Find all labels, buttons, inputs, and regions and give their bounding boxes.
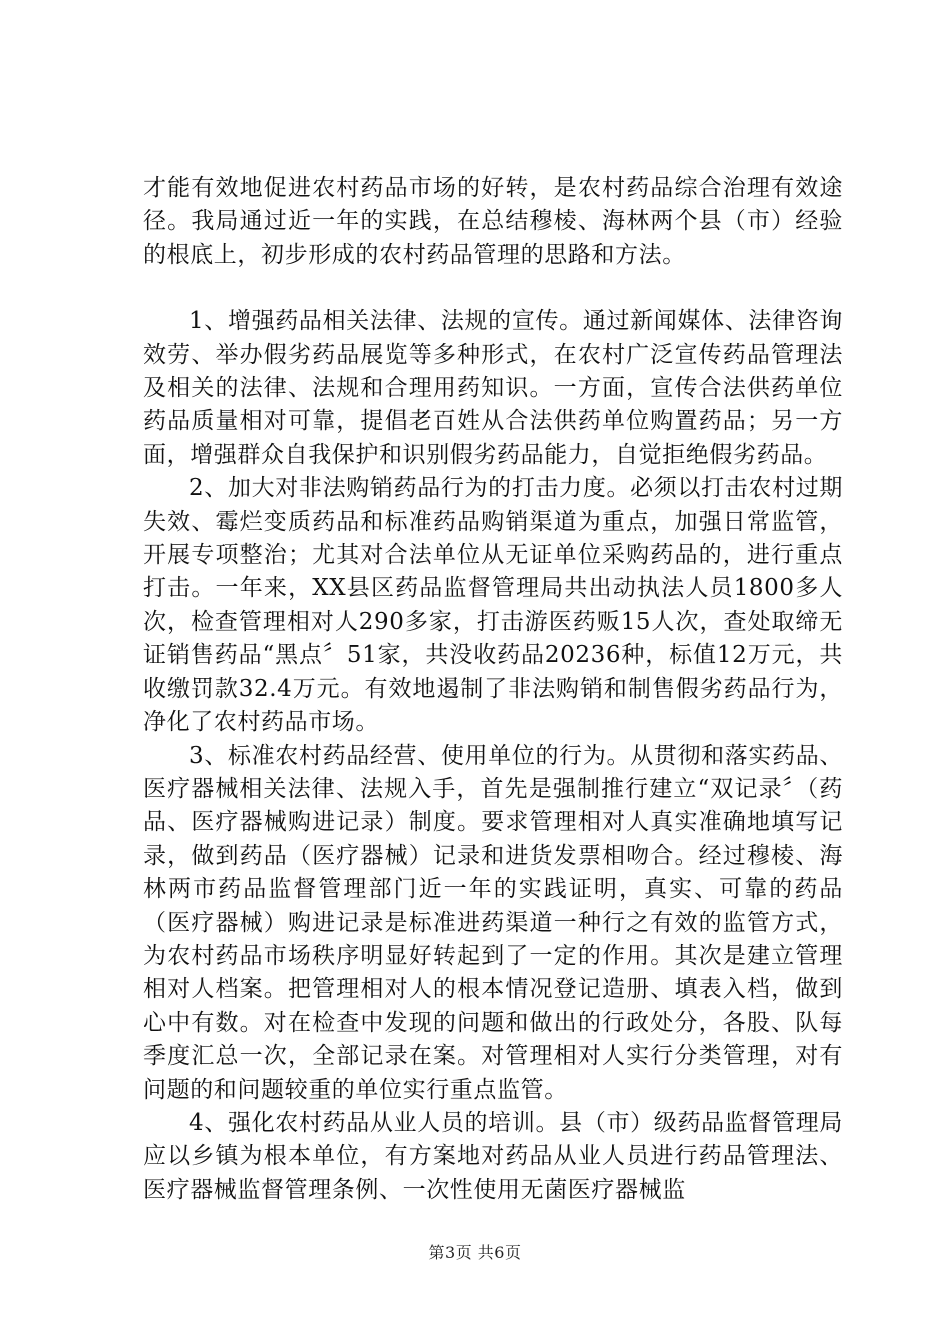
document-body (143, 172, 843, 1207)
paragraph-intro: 才能有效地促进农村药品市场的好转，是农村药品综合治理有效途径。我局通过近一年的实践，在总结穆棱、海林两个县（市）经验的根底上，初步形成的农村药品管理的思路和方法。 (143, 175, 843, 268)
paragraph-item-2: 2、加大对非法购销药品行为的打击力度。必须以打击农村过期失效、霉烂变质药品和标准药品购销渠道为重点，加强日常监管，开展专项整治；尤其对合法单位从无证单位采购药品的，进行重点打击。一年来，XX县区药品监督管理局共出动执法人员1800多人次，检查管理相对人290多家，打击游医药贩15人次，查处取缔无证销售药品“黑点〞51家，共没收药品20236种，标值12万元，共收缴罚款32.4万元。有效地遏制了非法购销和制售假劣药品行为，净化了农村药品市场。 (143, 475, 843, 736)
page-number-footer: 第3页 共6页 (428, 1243, 522, 1262)
paragraph-item-3: 3、标准农村药品经营、使用单位的行为。从贯彻和落实药品、医疗器械相关法律、法规入手，首先是强制推行建立“双记录〞（药品、医疗器械购进记录）制度。要求管理相对人真实准确地填写记录，做到药品（医疗器械）记录和进货发票相吻合。经过穆棱、海林两市药品监督管理部门近一年的实践证明，真实、可靠的药品（医疗器械）购进记录是标准进药渠道一种行之有效的监管方式，为农村药品市场秩序明显好转起到了一定的作用。其次是建立管理相对人档案。把管理相对人的根本情况登记造册、填表入档，做到心中有数。对在检查中发现的问题和做出的行政处分，各股、队每季度汇总一次，全部记录在案。对管理相对人实行分类管理，对有问题的和问题较重的单位实行重点监管。 (143, 742, 843, 1103)
paragraph-item-1: 1、增强药品相关法律、法规的宣传。通过新闻媒体、法律咨询效劳、举办假劣药品展览等多种形式，在农村广泛宣传药品管理法及相关的法律、法规和合理用药知识。一方面，宣传合法供药单位药品质量相对可靠，提倡老百姓从合法供药单位购置药品；另一方面，增强群众自我保护和识别假劣药品能力，自觉拒绝假劣药品。 (143, 308, 843, 468)
paragraph-item-4: 4、强化农村药品从业人员的培训。县（市）级药品监督管理局应以乡镇为根本单位，有方案地对药品从业人员进行药品管理法、医疗器械监督管理条例、一次性使用无菌医疗器械监 (143, 1109, 843, 1203)
